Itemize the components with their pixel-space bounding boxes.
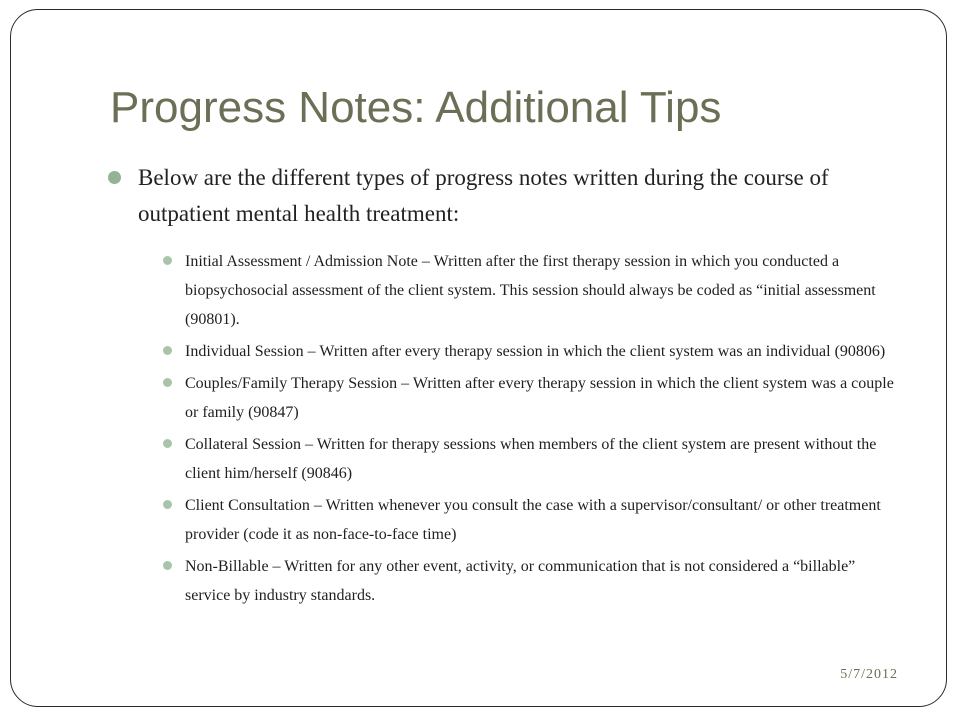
list-item [155,552,898,610]
list-item [155,337,898,366]
slide-content [108,160,898,613]
list-item-text: Non-Billable – Written for any other event, activity, or communication that is not considered a “billable” service by industry standards. [185,558,856,604]
slide-date: 5/7/2012 [840,667,898,682]
list-item [155,430,898,488]
bullet-dot-icon [163,439,172,448]
list-item-text: Client Consultation – Written whenever you consult the case with a supervisor/consultant/ or other treatment provider (code it as non-face-to-face time) [185,497,881,543]
note-types-list [108,247,898,610]
bullet-dot-icon [163,378,172,387]
bullet-dot-icon [108,171,121,184]
bullet-dot-icon [163,561,172,570]
list-item [155,247,898,334]
bullet-dot-icon [163,256,172,265]
list-item [155,369,898,427]
intro-text: Below are the different types of progress notes written during the course of outpatient mental health treatment: [138,165,829,226]
bullet-dot-icon [163,346,172,355]
slide-title: Progress Notes: Additional Tips [110,83,722,132]
list-item-text: Couples/Family Therapy Session – Written after every therapy session in which the client system was a couple or family (90847) [185,375,894,421]
list-item-text: Individual Session – Written after every therapy session in which the client system was an individual (90806) [185,343,886,360]
bullet-dot-icon [163,500,172,509]
list-item-text: Initial Assessment / Admission Note – Written after the first therapy session in which you conducted a biopsychosocial assessment of the client system. This session should always be coded as “initial assessment (90801). [185,253,876,328]
list-item [155,491,898,549]
list-item-text: Collateral Session – Written for therapy sessions when members of the client system are present without the client him/herself (90846) [185,436,877,482]
intro-bullet [108,160,898,232]
